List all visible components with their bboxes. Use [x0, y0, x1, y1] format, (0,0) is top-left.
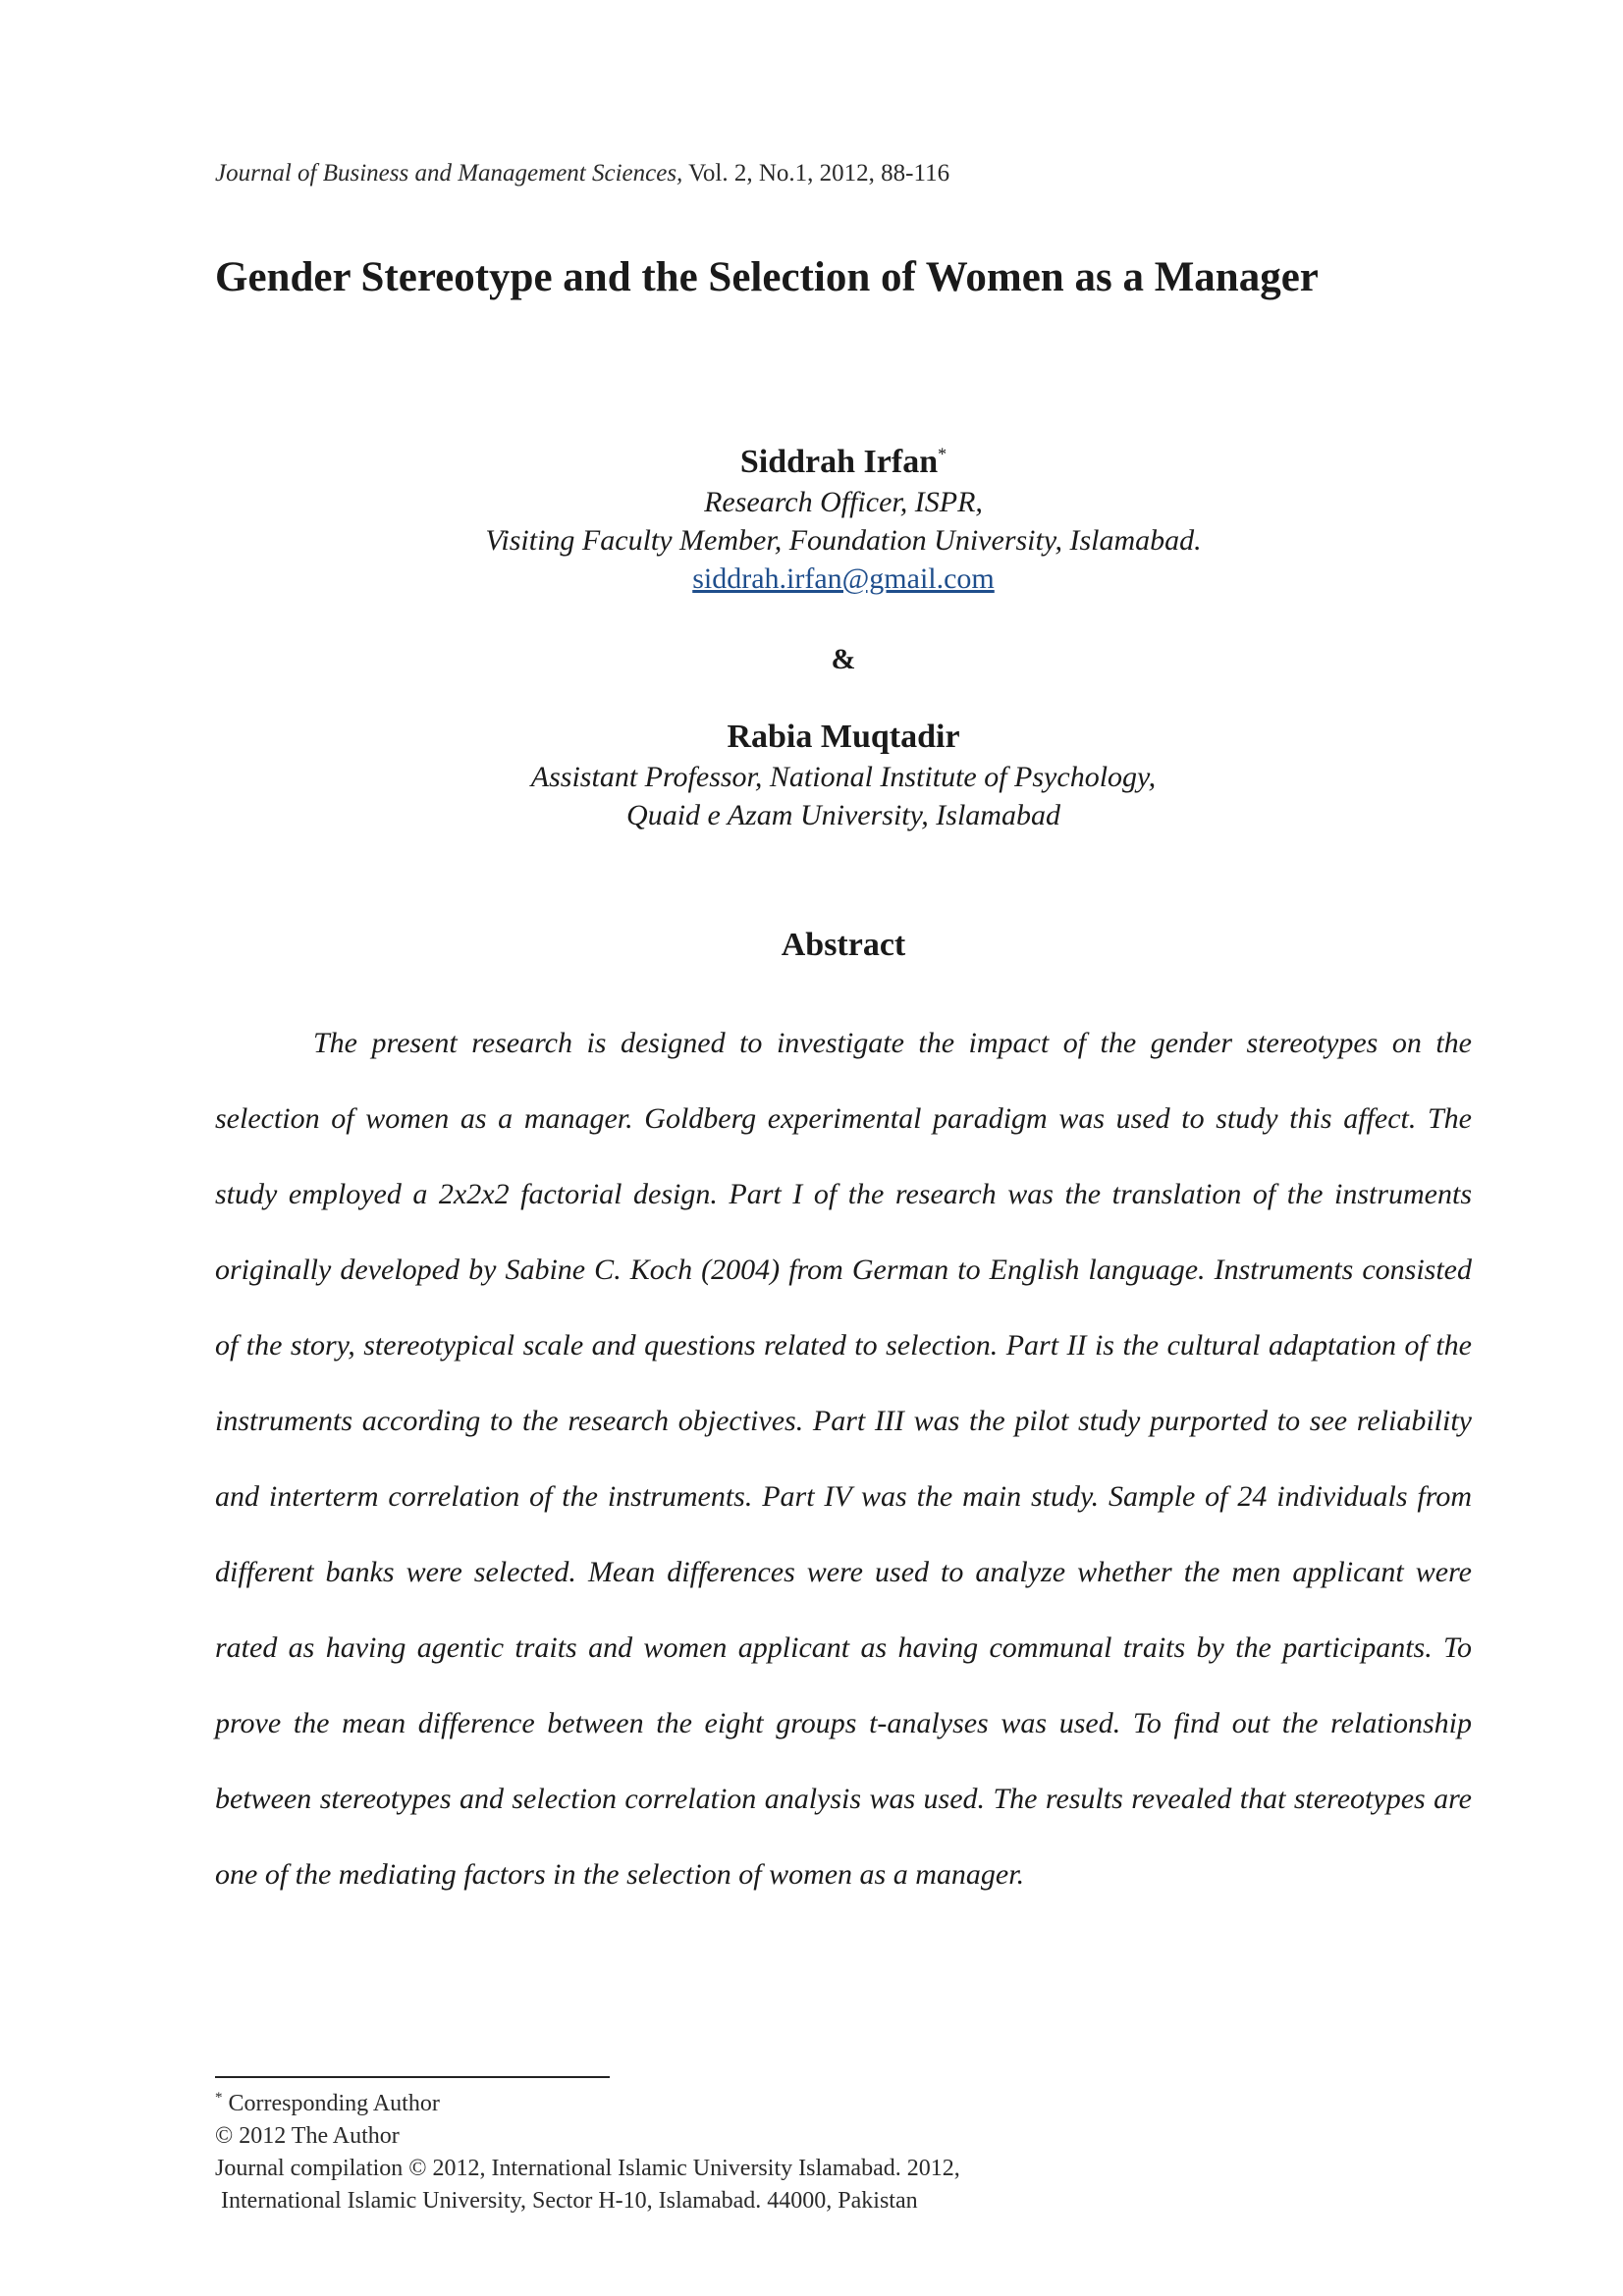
author-1-name	[215, 442, 1472, 483]
author-2-block	[215, 717, 1472, 834]
author-1-name-text: Siddrah Irfan	[739, 444, 939, 480]
author-1-email-link[interactable]: siddrah.irfan@gmail.com	[692, 562, 995, 595]
author-1-block	[215, 442, 1472, 598]
paper-title: Gender Stereotype and the Selection of Women as a Manager	[215, 254, 1319, 300]
footnotes	[215, 2088, 1491, 2217]
footnote-copyright: © 2012 The Author	[215, 2123, 400, 2149]
author-1-affiliation-1: Research Officer, ISPR,	[704, 486, 983, 518]
abstract-heading: Abstract	[781, 927, 906, 963]
journal-citation	[215, 160, 949, 187]
author-2-affiliation-2: Quaid e Azam University, Islamabad	[626, 799, 1060, 831]
footnote-corresponding-text: Corresponding Author	[222, 2091, 440, 2116]
footnote-marker: *	[215, 2090, 223, 2106]
author-2-affiliation-1: Assistant Professor, National Institute of Psychology,	[530, 761, 1157, 793]
abstract-text: The present research is designed to investigate the impact of the gender stereotypes on the selection of women as a manager. Goldberg experimental paradigm was used to study this affect. The study employed a 2x2x2 factorial design. Part I of the research was the translation of the instruments originally developed by Sabine C. Koch (2004) from German to English language. Instruments consisted of the story, stereotypical scale and questions related to selection. Part II is the cultural adaptation of the instruments according to the research objectives. Part III was the pilot study purported to see reliability and interterm correlation of the instruments. Part IV was the main study. Sample of 24 individuals from different banks were selected. Mean differences were used to analyze whether the men applicant were rated as having agentic traits and women applicant as having communal traits by the participants. To prove the mean difference between the eight groups t-analyses was used. To find out the relationship between stereotypes and selection correlation analysis was used. The results revealed that stereotypes are one of the mediating factors in the selection of women as a manager.	[215, 1027, 1472, 1891]
journal-details: Vol. 2, No.1, 2012, 88-116	[682, 160, 950, 187]
footnote-compilation: Journal compilation © 2012, International Islamic University Islamabad. 2012,	[215, 2156, 960, 2181]
author-separator: &	[831, 643, 856, 675]
journal-name: Journal of Business and Management Sciences,	[215, 160, 683, 187]
author-1-affiliation-2: Visiting Faculty Member, Foundation University, Islamabad.	[485, 524, 1202, 557]
footnote-address: International Islamic University, Sector H-10, Islamabad. 44000, Pakistan	[221, 2188, 918, 2214]
footnote-corresponding	[215, 2088, 1491, 2120]
author-2-name: Rabia Muqtadir	[727, 719, 960, 755]
footnote-divider	[215, 2076, 610, 2078]
corresponding-marker: *	[938, 444, 947, 464]
